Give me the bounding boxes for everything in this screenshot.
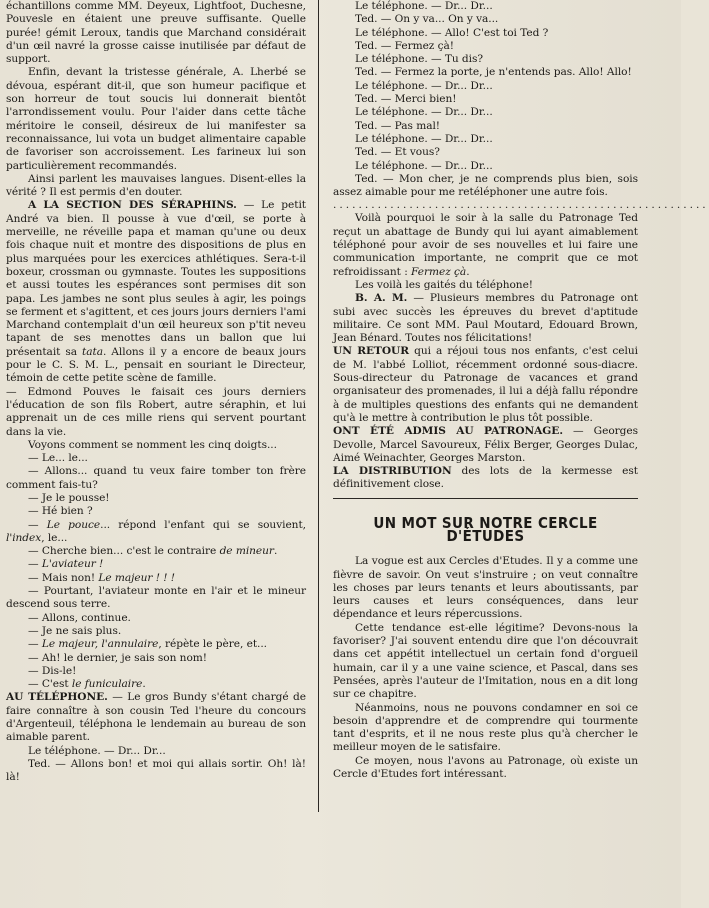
paragraph: La vogue est aux Cercles d'Etudes. Il y a comme une fièvre de savoir. On veut s'instruire ; on veut connaître les choses par leurs tenants et leurs aboutissants, par leurs causes et leurs conséquences, dans leur dépendance et leurs répercussions. [333, 555, 638, 621]
dialogue-line: — L'aviateur ! [28, 558, 104, 571]
dialogue-line: — Cherche bien... c'est le contraire de mineur. [28, 545, 278, 558]
paragraph: — Edmond Pouves le faisait ces jours derniers l'éducation de son fils Robert, autre séraphin, et lui apprenait un de ces mille riens qui servent pourtant dans la vie. [6, 385, 306, 438]
dialogue-line: — Je ne sais plus. [28, 624, 122, 637]
section-heading: AU TÉLÉPHONE. [6, 691, 108, 704]
dialogue-line: Ted. — Pas mal! [355, 119, 441, 132]
dialogue-line: Ted. — Merci bien! [355, 93, 457, 106]
dotted-separator: ........................................................... [333, 199, 709, 212]
paragraph: Voilà pourquoi le soir à la salle du Patronage Ted reçut un abattage de Bundy qui lui ayant aimablement téléphoné pour avoir de ses nouvelles et lui faire une communication importante, ne comprit que ce mot refroidissant : Fermez çà. [333, 212, 638, 278]
section-admis: ONT ÉTÉ ADMIS AU PATRONAGE. — Georges Devolle, Marcel Savoureux, Félix Berger, Georges Dulac, Aimé Weinachter, Georges Marston. [333, 425, 638, 464]
dialogue-line: Le téléphone. — Dr... Dr... [355, 159, 493, 172]
dialogue-line: Ted. — Allons bon! et moi qui allais sortir. Oh! là! là! [6, 757, 306, 784]
dialogue-line: Le téléphone. — Dr... Dr... [355, 106, 493, 119]
section-heading: LA DISTRIBUTION [333, 465, 452, 478]
paragraph: échantillons comme MM. Deyeux, Lightfoot, Duchesne, Pouvesle en étaient une preuve suffisante. Quelle purée! gémit Leroux, tandis que Marchand considérait d'un œil navré la grosse caisse inutilisée par défaut de support. [6, 0, 306, 66]
paragraph: Néanmoins, nous ne pouvons condamner en soi ce besoin d'apprendre et de comprendre qui tourmente tant d'esprits, et il ne nous reste plus qu'à chercher le meilleur moyen de le satisfaire. [333, 701, 638, 754]
section-heading: UN RETOUR [333, 345, 409, 358]
dialogue-line: — Le majeur, l'annulaire, répète le père, et... [28, 638, 267, 651]
dialogue-line: — Pourtant, l'aviateur monte en l'air et le mineur descend sous terre. [6, 585, 306, 611]
dialogue-line: Le téléphone. — Dr... Dr... [28, 744, 166, 757]
horizontal-rule [333, 498, 638, 499]
section-heading: A LA SECTION DES SÉRAPHINS. [28, 199, 237, 212]
section-heading: ONT ÉTÉ ADMIS AU PATRONAGE. [333, 425, 563, 438]
dialogue-line: — Allons... quand tu veux faire tomber ton frère comment fais-tu? [6, 465, 306, 491]
dialogue-line: Ted. — Fermez çà! [355, 39, 455, 52]
dialogue-line: — Ah! le dernier, je sais son nom! [28, 651, 207, 664]
section-telephone: AU TÉLÉPHONE. — Le gros Bundy s'étant chargé de faire connaître à son cousin Ted l'heure du concours d'Argenteuil, téléphona le lendemain au bureau de son aimable parent. [6, 691, 306, 744]
dialogue-line: — Mais non! Le majeur ! ! ! [28, 571, 175, 584]
dialogue-line: Le téléphone. — Dr... Dr... [355, 79, 493, 92]
dialogue-line: — Dis-le! [28, 664, 77, 677]
paragraph: Voyons comment se nomment les cinq doigts... [28, 438, 277, 451]
left-column [6, 0, 306, 785]
dialogue-line: Le téléphone. — Dr... Dr... [355, 0, 493, 12]
dialogue-line: — C'est le funiculaire. [28, 678, 146, 691]
section-heading: B. A. M. [355, 292, 408, 305]
dialogue-line: Ted. — Fermez la porte, je n'entends pas. Allo! Allo! [355, 66, 632, 79]
dialogue-line: Ted. — On y va... On y va... [355, 13, 499, 26]
dialogue-line: Le téléphone. — Allo! C'est toi Ted ? [355, 26, 549, 39]
dialogue-line: Le téléphone. — Tu dis? [355, 53, 484, 66]
paragraph: Ainsi parlent les mauvaises langues. Disent-elles la vérité ? Il est permis d'en douter. [6, 172, 306, 199]
paragraph: Enfin, devant la tristesse générale, A. Lherbé se dévoua, espérant dit-il, que son humeur pacifique et son horreur de tout soucis lui donnerait bientôt l'arrondissement voulu. Pour l'aider dans cette tâche méritoire le conseil, désireux de lui manifester sa reconnaissance, lui vota un budget alimentaire capable de favoriser son accroissement. Les farineux lui son particulièrement recommandés. [6, 66, 306, 172]
dialogue-line: — Allons, continue. [28, 611, 131, 624]
dialogue-line: — Je le pousse! [28, 491, 110, 504]
column-divider [318, 0, 319, 812]
dialogue-line: — Hé bien ? [28, 505, 93, 518]
paragraph: Cette tendance est-elle légitime? Devons-nous la favoriser? J'ai souvent entendu dire que l'on découvrait dans cet appétit intellectuel un certain fond d'orgueil humain, car il y a une vaine science, et Pascal, dans ses Pensées, après l'auteur de l'Imitation, nous en a dit long sur ce chapitre. [333, 621, 638, 701]
right-column [333, 0, 709, 781]
section-bam: B. A. M. — Plusieurs membres du Patronage ont subi avec succès les épreuves du brevet d'aptitude militaire. Ce sont MM. Paul Moutard, Edouard Brown, Jean Bénard. Toutes nos félicitations! [333, 292, 638, 345]
paragraph: Les voilà les gaités du téléphone! [355, 278, 533, 291]
article-heading: UN MOT SUR NOTRE CERCLE D'ÉTUDES [373, 513, 598, 545]
section-distribution: LA DISTRIBUTION des lots de la kermesse est définitivement close. [333, 465, 638, 491]
dialogue-line: — Le pouce... répond l'enfant qui se souvient, l'index, le... [6, 518, 306, 544]
dialogue-line: — Le... le... [28, 452, 88, 465]
paragraph: Ce moyen, nous l'avons au Patronage, où existe un Cercle d'Etudes fort intéressant. [333, 754, 638, 781]
dialogue-line: Ted. — Et vous? [355, 146, 440, 159]
dialogue-line: Ted. — Mon cher, je ne comprends plus bien, sois assez aimable pour me retéléphoner une autre fois. [333, 172, 638, 199]
section-seraphins: A LA SECTION DES SÉRAPHINS. — Le petit André va bien. Il pousse à vue d'œil, se porte à merveille, ne réveille papa et maman qu'une ou deux fois chaque nuit et montre des dispositions de plus en plus marquées pour les exercices athlétiques. Sera-t-il boxeur, crossman ou gymnaste. Toutes les suppositions et aussi toutes les espérances sont permises dit son papa. Les jambes ne sont plus seules à agir, les poings se ferment et s'agittent, et ces jours jours derniers l'ami Marchand contemplait d'un œil heureux son p'tit neveu tapant de ses menottes dans un ballon que lui présentait sa tata. Allons il y a encore de beaux jours pour le C. S. M. L., pensait en souriant le Directeur, témoin de cette petite scène de famille. [6, 199, 306, 385]
section-retour: UN RETOUR qui a réjoui tous nos enfants, c'est celui de M. l'abbé Lolliot, récemment ordonné sous-diacre. Sous-directeur du Patronage de vacances et grand organisateur des promenades, il lui a déjà fallu répondre à de multiples questions des enfants qui ne demandent qu'à le mettre à contribution le plus tôt possible. [333, 345, 638, 424]
dialogue-line: Le téléphone. — Dr... Dr... [355, 132, 493, 145]
